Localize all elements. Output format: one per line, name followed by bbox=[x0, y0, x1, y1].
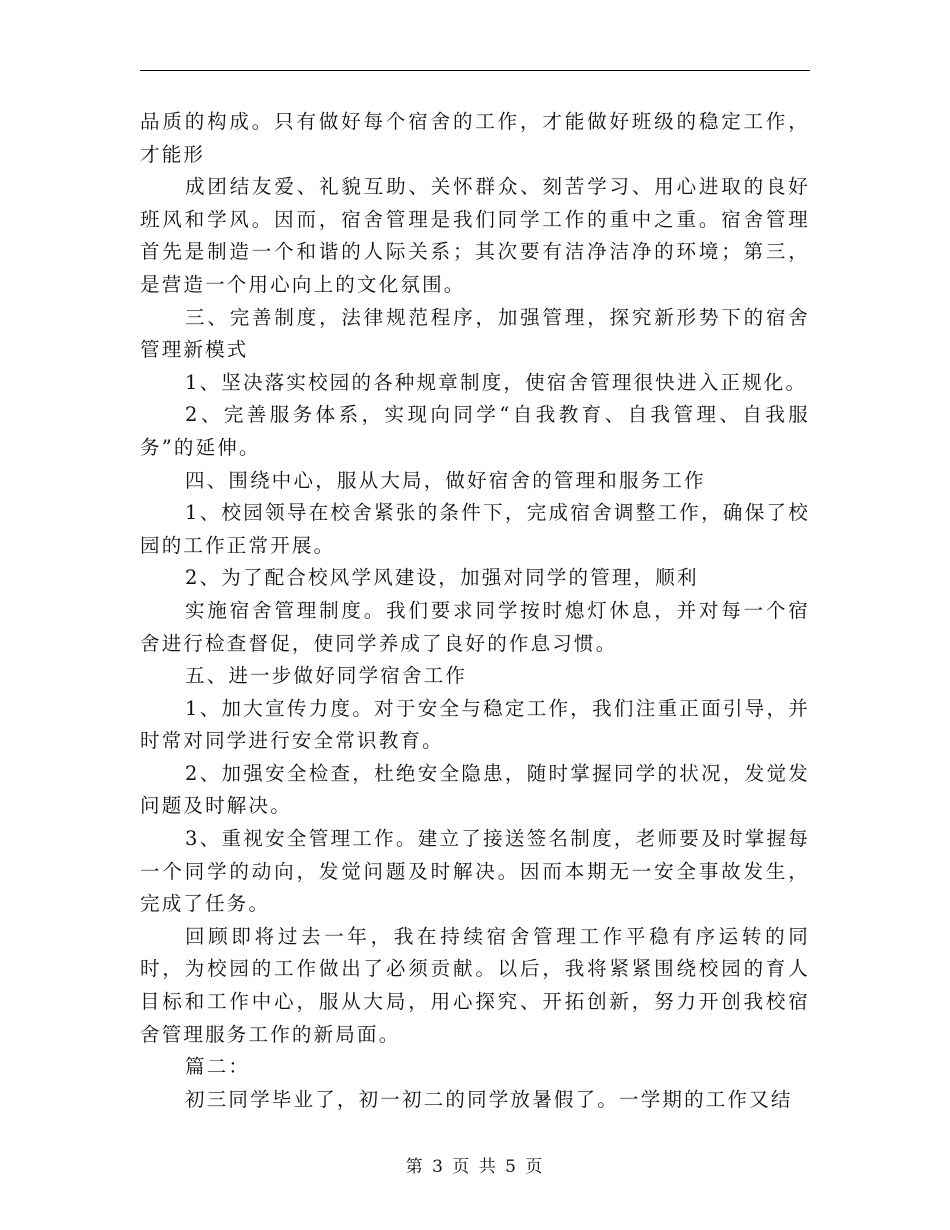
section-heading-4: 四、围绕中心，服从大局，做好宿舍的管理和服务工作 bbox=[185, 468, 706, 492]
section-heading-5: 五、进一步做好同学宿舍工作 bbox=[185, 664, 468, 688]
document-body bbox=[140, 106, 810, 1116]
list-item-4-1: 1、校园领导在校舍紧张的条件下，完成宿舍调整工作，确保了校园的工作正常开展。 bbox=[140, 501, 810, 557]
list-item-5-2: 2、加强安全检查，杜绝安全隐患，随时掌握同学的状况，发觉发问题及时解决。 bbox=[140, 761, 810, 818]
list-item-3-2: 2、完善服务体系，实现向同学“自我教育、自我管理、自我服务”的延伸。 bbox=[140, 403, 810, 459]
paragraph-1: 品质的构成。只有做好每个宿舍的工作，才能做好班级的稳定工作，才能形 bbox=[140, 110, 810, 166]
header-rule bbox=[140, 70, 810, 71]
list-item-4-2: 2、为了配合校风学风建设，加强对同学的管理，顺利 bbox=[185, 566, 699, 590]
list-item-3-1: 1、坚决落实校园的各种规章制度，使宿舍管理很快进入正规化。 bbox=[185, 370, 808, 394]
section-heading-3: 三、完善制度，法律规范程序，加强管理，探究新形势下的宿舍管理新模式 bbox=[140, 305, 810, 362]
list-item-5-3: 3、重视安全管理工作。建立了接送签名制度，老师要及时掌握每一个同学的动向，发觉问题及时解决。因而本期无一安全事故发生，完成了任务。 bbox=[140, 827, 810, 916]
part-two-heading: 篇二： bbox=[185, 1055, 251, 1079]
summary-paragraph: 回顾即将过去一年，我在持续宿舍管理工作平稳有序运转的同时，为校园的工作做出了必须贡献。以后，我将紧紧围绕校园的育人目标和工作中心，服从大局，用心探究、开拓创新，努力开创我校宿舍管理服务工作的新局面。 bbox=[140, 924, 810, 1046]
paragraph-last: 初三同学毕业了，初一初二的同学放暑假了。一学期的工作又结 bbox=[185, 1087, 793, 1111]
paragraph-continuation: 实施宿舍管理制度。我们要求同学按时熄灯休息，并对每一个宿舍进行检查督促，使同学养成了良好的作息习惯。 bbox=[140, 598, 810, 655]
page-number: 第 3 页 共 5 页 bbox=[405, 1157, 545, 1177]
paragraph-2: 成团结友爱、礼貌互助、关怀群众、刻苦学习、用心进取的良好班风和学风。因而，宿舍管理是我们同学工作的重中之重。宿舍管理首先是制造一个和谐的人际关系；其次要有洁净洁净的环境；第三，是营造一个用心向上的文化氛围。 bbox=[140, 175, 810, 296]
list-item-5-1: 1、加大宣传力度。对于安全与稳定工作，我们注重正面引导，并时常对同学进行安全常识教育。 bbox=[140, 696, 810, 753]
